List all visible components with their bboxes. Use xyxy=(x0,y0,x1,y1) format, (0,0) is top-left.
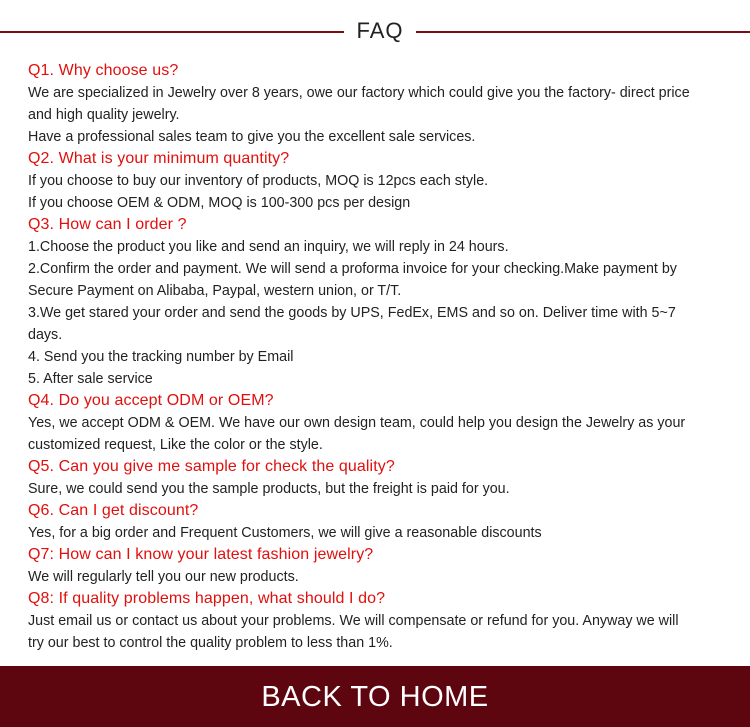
faq-answer-line: Yes, we accept ODM & OEM. We have our own design team, could help you design the Jewelry as your xyxy=(28,415,686,431)
faq-answer-line: try our best to control the quality problem to less than 1%. xyxy=(28,635,393,651)
faq-list xyxy=(28,60,733,654)
faq-item xyxy=(28,456,733,500)
faq-answer-line: Just email us or contact us about your problems. We will compensate or refund for you. Anyway we will xyxy=(28,613,679,629)
faq-answer-line: 5. After sale service xyxy=(28,371,153,387)
faq-question: Q1. Why choose us? xyxy=(28,62,179,79)
faq-answer-line: We are specialized in Jewelry over 8 years, owe our factory which could give you the factory- direct price xyxy=(28,85,690,101)
faq-answer-line: Secure Payment on Alibaba, Paypal, western union, or T/T. xyxy=(28,283,402,299)
faq-question: Q2. What is your minimum quantity? xyxy=(28,150,290,167)
faq-answer-line: If you choose to buy our inventory of products, MOQ is 12pcs each style. xyxy=(28,173,489,189)
faq-item xyxy=(28,214,733,390)
header-divider-right xyxy=(416,31,750,33)
back-to-home-button[interactable] xyxy=(0,666,750,727)
faq-answer-line: 3.We get stared your order and send the goods by UPS, FedEx, EMS and so on. Deliver time with 5~7 xyxy=(28,305,676,321)
faq-answer-line: 1.Choose the product you like and send an inquiry, we will reply in 24 hours. xyxy=(28,239,509,255)
faq-question: Q7: How can I know your latest fashion jewelry? xyxy=(28,546,374,563)
faq-question: Q6. Can I get discount? xyxy=(28,502,199,519)
faq-item xyxy=(28,588,733,654)
faq-header xyxy=(0,0,750,60)
faq-answer-line: If you choose OEM & ODM, MOQ is 100-300 pcs per design xyxy=(28,195,411,211)
faq-answer-line: We will regularly tell you our new products. xyxy=(28,569,299,585)
faq-question: Q8: If quality problems happen, what should I do? xyxy=(28,590,386,607)
faq-question: Q4. Do you accept ODM or OEM? xyxy=(28,392,274,409)
faq-answer-line: 2.Confirm the order and payment. We will send a proforma invoice for your checking.Make payment by xyxy=(28,261,677,277)
faq-answer-line: Yes, for a big order and Frequent Customers, we will give a reasonable discounts xyxy=(28,525,542,541)
faq-item xyxy=(28,390,733,456)
faq-answer-line: customized request, Like the color or the style. xyxy=(28,437,323,453)
page-title: FAQ xyxy=(356,18,404,43)
faq-answer-line: Have a professional sales team to give you the excellent sale services. xyxy=(28,129,476,145)
back-to-home-label: BACK TO HOME xyxy=(261,680,489,713)
faq-answer-line: and high quality jewelry. xyxy=(28,107,180,123)
faq-question: Q3. How can I order ? xyxy=(28,216,187,233)
faq-item xyxy=(28,60,733,148)
faq-answer-line: Sure, we could send you the sample products, but the freight is paid for you. xyxy=(28,481,510,497)
faq-question: Q5. Can you give me sample for check the quality? xyxy=(28,458,395,475)
faq-item xyxy=(28,544,733,588)
faq-answer-line: 4. Send you the tracking number by Email xyxy=(28,349,294,365)
header-divider-left xyxy=(0,31,344,33)
faq-item xyxy=(28,500,733,544)
faq-item xyxy=(28,148,733,214)
faq-answer-line: days. xyxy=(28,327,63,343)
